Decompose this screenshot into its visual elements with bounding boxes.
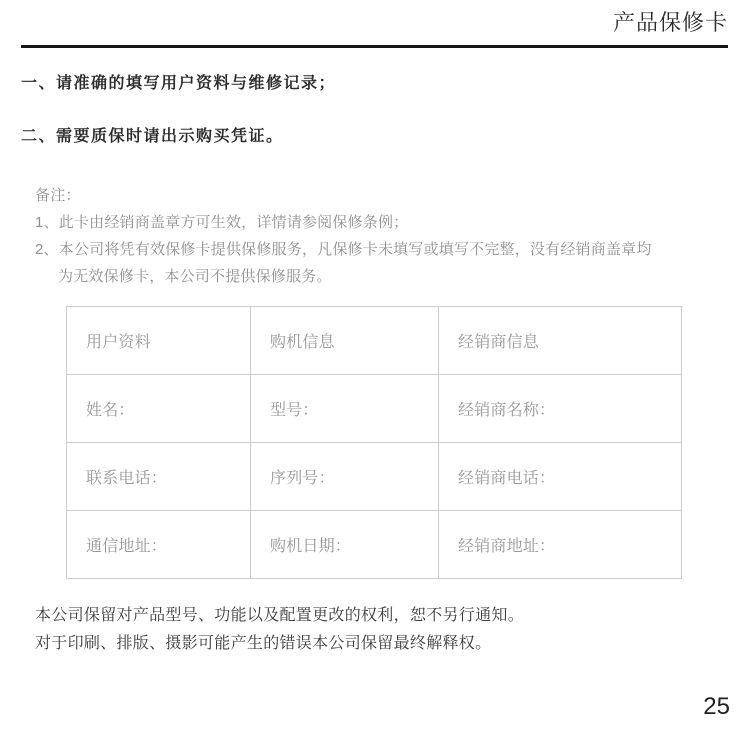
table-row (67, 374, 682, 442)
remark-item-2 (35, 236, 665, 290)
footer-disclaimer-section (35, 602, 728, 658)
disclaimer-line-1: 本公司保留对产品型号、功能以及配置更改的权利，恕不另行通知。 (35, 606, 525, 624)
cell-contact-phone-field: 联系电话： (67, 442, 251, 510)
remark-1-marker: 1、 (35, 213, 59, 231)
cell-dealer-address-field: 经销商地址： (439, 510, 682, 578)
cell-name-field: 姓名： (67, 374, 251, 442)
remark-item-1 (35, 209, 665, 236)
remarks-section (35, 182, 665, 290)
header-cell-user-info: 用户资料 (67, 306, 251, 374)
table-row (67, 510, 682, 578)
table-header-row (67, 306, 682, 374)
cell-purchase-date-field: 购机日期： (251, 510, 439, 578)
notice-show-proof: 二、需要质保时请出示购买凭证。 (21, 127, 284, 145)
page-number: 25 (703, 692, 730, 720)
table-row (67, 442, 682, 510)
page-title: 产品保修卡 (612, 10, 728, 35)
cell-model-field: 型号： (251, 374, 439, 442)
warranty-info-table (66, 306, 682, 579)
header-cell-purchase-info: 购机信息 (251, 306, 439, 374)
cell-serial-number-field: 序列号： (251, 442, 439, 510)
remarks-heading: 备注： (35, 186, 81, 204)
cell-mailing-address-field: 通信地址： (67, 510, 251, 578)
remark-1-text: 此卡由经销商盖章方可生效，详情请参阅保修条例； (58, 213, 409, 231)
disclaimer-line-2: 对于印刷、排版、摄影可能产生的错误本公司保留最终解释权。 (35, 634, 492, 652)
header-divider (21, 45, 728, 48)
remark-2-text: 本公司将凭有效保修卡提供保修服务，凡保修卡未填写或填写不完整，没有经销商盖章均为无效保修卡，本公司不提供保修服务。 (58, 240, 652, 285)
cell-dealer-phone-field: 经销商电话： (439, 442, 682, 510)
cell-dealer-name-field: 经销商名称： (439, 374, 682, 442)
warranty-card-page (0, 8, 750, 739)
notice-fill-in-records: 一、请准确的填写用户资料与维修记录； (21, 74, 337, 92)
remark-2-marker: 2、 (35, 240, 59, 258)
header-cell-dealer-info: 经销商信息 (439, 306, 682, 374)
